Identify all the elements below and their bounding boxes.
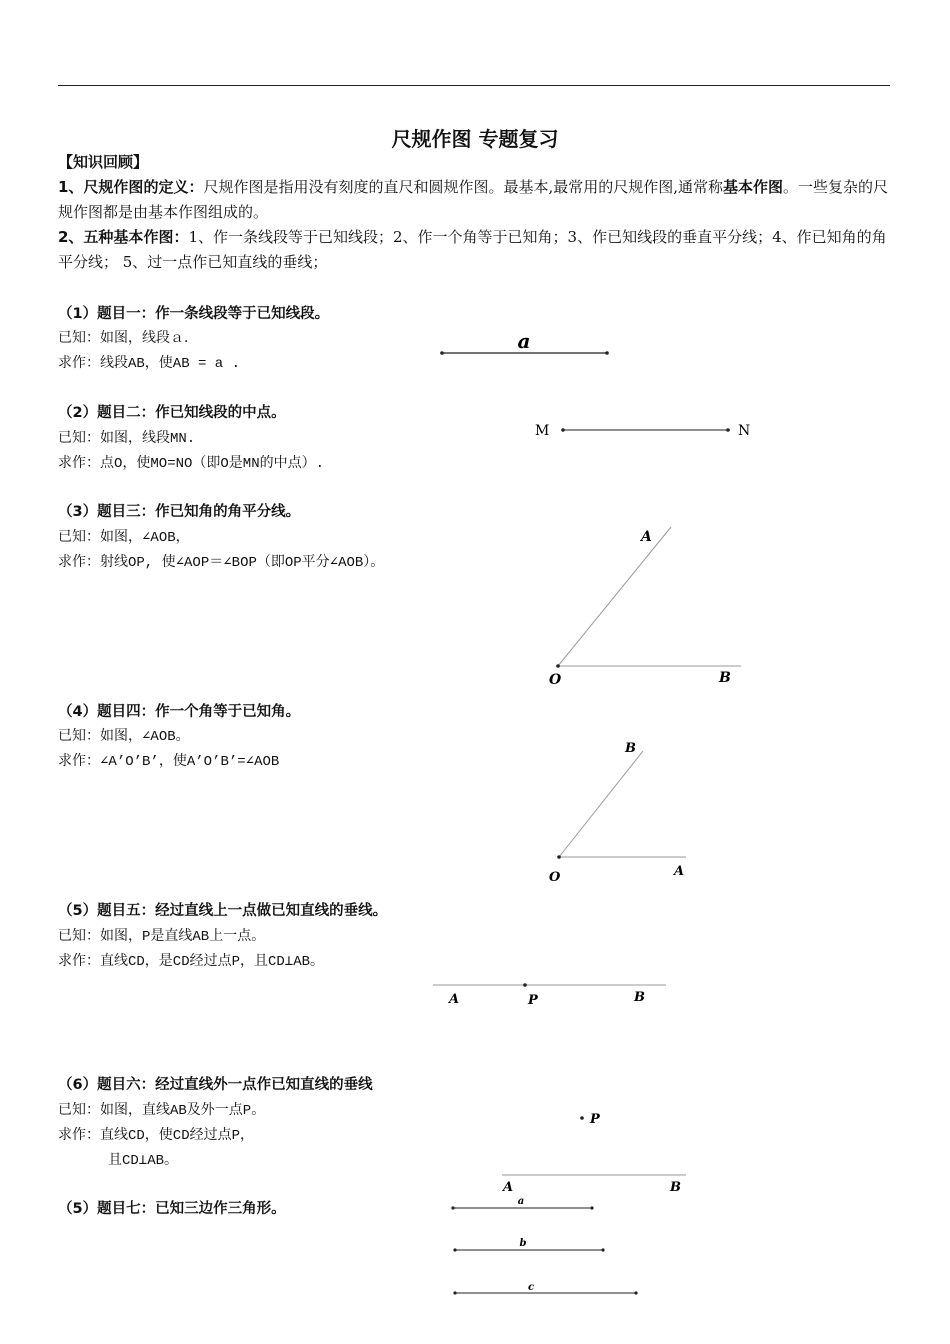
ray-ob-4 bbox=[559, 751, 643, 857]
definition-text: 尺规作图是指用没有刻度的直尺和圆规作图。最基本,最常用的尺规作图,通常称 bbox=[203, 178, 723, 196]
vertex-o bbox=[556, 664, 560, 668]
label-b: B bbox=[719, 670, 731, 686]
label-a-6: A bbox=[503, 1180, 514, 1195]
page-title: 尺规作图 专题复习 bbox=[391, 127, 559, 151]
problem-7-title: （5）题目七：已知三边作三角形。 bbox=[58, 1201, 286, 1217]
segment-a-endpoint-right bbox=[605, 351, 609, 355]
figure-line-ab-point-on bbox=[433, 983, 666, 1008]
side-c-endpoint-right bbox=[634, 1291, 637, 1294]
label-p-5: P bbox=[528, 993, 538, 1008]
problem-6-title: （6）题目六：经过直线外一点作已知直线的垂线 bbox=[58, 1077, 373, 1093]
label-a-5: A bbox=[449, 992, 460, 1007]
side-a-label: a bbox=[517, 1196, 525, 1207]
ray-oa bbox=[558, 527, 671, 666]
problem-2-construct: 求作：点O，使MO=NO（即O是MN的中点）. bbox=[58, 456, 325, 472]
point-m bbox=[561, 428, 565, 432]
label-b-5: B bbox=[634, 990, 645, 1005]
figure-segment-a bbox=[440, 329, 609, 355]
label-m: M bbox=[535, 423, 550, 439]
point-p-5 bbox=[523, 983, 527, 987]
figure-angle-aob-4 bbox=[549, 741, 686, 885]
review-heading: 【知识回顾】 bbox=[58, 153, 149, 171]
side-b-label: b bbox=[519, 1238, 527, 1249]
problem-5-construct: 求作：直线CD，是CD经过点P，且CD⊥AB。 bbox=[58, 954, 325, 970]
problem-2-title: （2）题目二：作已知线段的中点。 bbox=[58, 405, 286, 421]
problem-6-construct-cont: 且CD⊥AB。 bbox=[108, 1153, 179, 1169]
segment-a-endpoint-left bbox=[440, 351, 444, 355]
label-n: N bbox=[738, 423, 751, 439]
problem-5-title: （5）题目五：经过直线上一点做已知直线的垂线。 bbox=[58, 903, 388, 919]
problem-3-construct: 求作：射线OP, 使∠AOP＝∠BOP（即OP平分∠AOB）。 bbox=[58, 555, 385, 571]
label-o-4: O bbox=[549, 870, 561, 885]
definition-bold-term: 基本作图 bbox=[723, 178, 784, 196]
segment-a-label: a bbox=[517, 329, 531, 353]
figure-segment-mn bbox=[535, 423, 750, 439]
problem-2-given: 已知：如图，线段MN. bbox=[58, 431, 196, 447]
point-p-6 bbox=[580, 1116, 584, 1120]
problem-4-construct: 求作：∠A’O’B’，使A’O’B’=∠AOB bbox=[58, 754, 280, 770]
side-b-endpoint-right bbox=[601, 1248, 604, 1251]
problem-4-title: （4）题目四：作一个角等于已知角。 bbox=[58, 704, 301, 720]
five-basics-text: 1、作一条线段等于已知线段；2、作一个角等于已知角；3、作已知线段的垂直平分线；4、作已知角的角平分线； 5、过一点作已知直线的垂线； bbox=[58, 228, 887, 271]
five-basics-label: 2、五种基本作图： bbox=[58, 228, 189, 246]
figure-three-sides bbox=[451, 1196, 637, 1295]
label-b-6: B bbox=[670, 1180, 681, 1195]
definition-tail: 。一些复杂的尺规作图都是由基本作图组成的。 bbox=[58, 178, 889, 221]
side-c-label: c bbox=[527, 1282, 535, 1293]
problem-1-construct: 求作：线段AB，使AB = a . bbox=[58, 356, 241, 372]
label-a: A bbox=[641, 529, 652, 545]
side-b-endpoint-left bbox=[453, 1248, 456, 1251]
side-a-endpoint-left bbox=[451, 1206, 454, 1209]
label-a-4: A bbox=[674, 864, 685, 879]
figure-line-ab-point-off bbox=[501, 1112, 686, 1195]
problem-3-title: （3）题目三：作已知角的角平分线。 bbox=[58, 504, 301, 520]
label-o: O bbox=[549, 672, 562, 688]
problem-1-given: 已知：如图，线段ａ． bbox=[58, 331, 198, 347]
problem-1-title: （1）题目一：作一条线段等于已知线段。 bbox=[58, 306, 330, 322]
problem-3-given: 已知：如图，∠AOB， bbox=[58, 530, 190, 546]
label-p-6: P bbox=[590, 1112, 600, 1127]
problem-5-given: 已知：如图，P是直线AB上一点。 bbox=[58, 929, 266, 945]
figure-angle-aob-3 bbox=[549, 527, 741, 688]
point-n bbox=[726, 428, 730, 432]
vertex-o-4 bbox=[557, 855, 561, 859]
side-c-endpoint-left bbox=[453, 1291, 456, 1294]
problem-6-given: 已知：如图，直线AB及外一点P。 bbox=[58, 1103, 266, 1119]
label-b-4: B bbox=[625, 741, 636, 756]
side-a-endpoint-right bbox=[590, 1206, 593, 1209]
problem-6-construct: 求作：直线CD，使CD经过点P， bbox=[58, 1128, 255, 1144]
definition-label: 1、尺规作图的定义： bbox=[58, 178, 204, 196]
problem-4-given: 已知：如图，∠AOB。 bbox=[58, 729, 190, 745]
